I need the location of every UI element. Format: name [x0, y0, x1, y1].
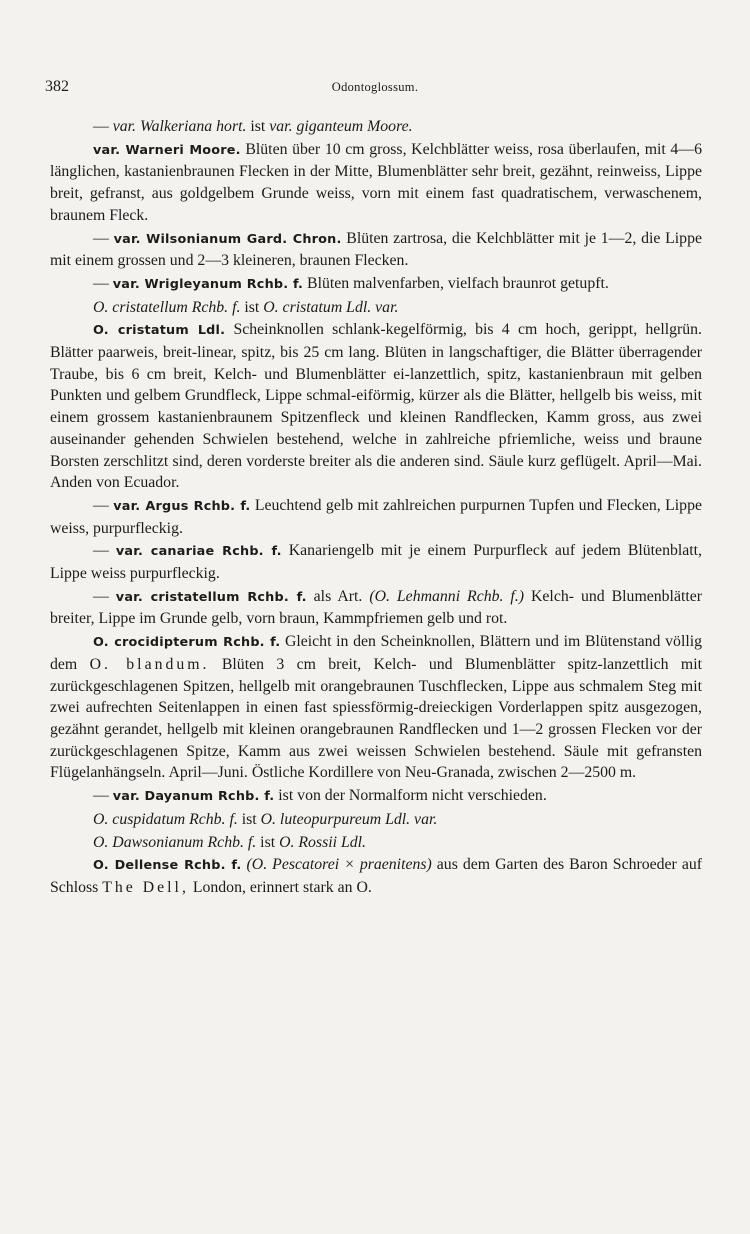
entry-text: Kelch- und Blumenblätter breiter, Lippe im Grunde gelb, vorn braun, Kammpfriemen gelb und rot. — [50, 587, 703, 628]
taxon-name: var. Walkeriana hort. — [112, 118, 247, 135]
entry-text: ist — [246, 118, 270, 135]
taxon-name: O. cristatum Ldl. var. — [263, 298, 399, 316]
taxon-name: (O. Lehmanni Rchb. f.) — [369, 587, 525, 605]
entry-text: O. blandum. — [89, 655, 210, 673]
entry-cristatum — [50, 319, 702, 494]
entry-canariae — [50, 540, 702, 584]
taxon-name: (O. Pescatorei × praenitens) — [246, 856, 432, 874]
entry-cristatellum — [50, 586, 702, 630]
taxon-name: O. luteopurpureum Ldl. var. — [260, 810, 438, 828]
entry-text: — — [93, 787, 113, 805]
entry-argus — [50, 495, 702, 539]
entry-text: aus dem Garten des Baron Schroeder auf Schloss — [50, 856, 703, 896]
entry-text: — — [93, 229, 114, 247]
taxon-name: O. Rossii Ldl. — [279, 833, 366, 851]
entry-wrigleyanum — [50, 273, 702, 296]
entry-text: — — [93, 587, 116, 605]
entry-heading: var. Wilsonianum Gard. Chron. — [113, 231, 342, 247]
running-title: Odontoglossum. — [331, 80, 419, 94]
page-body — [50, 116, 702, 900]
taxon-name: O. cuspidatum Rchb. f. — [93, 810, 238, 828]
entry-text: Blüten zartrosa, die Kelchblätter mit je 1—2, die Lippe mit einem grossen und 2—3 kleineren, braunen Flecken. — [50, 229, 702, 270]
entry-heading: O. Dellense Rchb. f. — [93, 858, 242, 874]
entry-text: Blüten über 10 cm gross, Kelchblätter weiss, rosa überlaufen, mit 4—6 länglichen, kastanienbraunen Flecken in der Mitte, Blumenblätter sehr breit, gezähnt, reinweiss, Lippe breit, gefranst, aus goldgelbem Grunde weiss, vorn mit einem fast quadratischem, verwaschenem, braunem Fleck. — [50, 140, 702, 224]
taxon-name: O. cristatellum Rchb. f. — [93, 298, 241, 316]
entry-heading: var. Warneri Moore. — [93, 142, 241, 158]
entry-text: Blüten malvenfarben, vielfach braunrot getupft. — [303, 274, 609, 292]
page-header — [45, 78, 705, 100]
entry-dayanum — [50, 785, 702, 808]
taxon-name: O. Dawsonianum Rchb. f. — [93, 833, 257, 851]
entry-heading: var. Argus Rchb. f. — [113, 498, 251, 514]
entry-text: — — [93, 542, 116, 560]
entry-dawsonianum — [50, 832, 702, 854]
entry-heading: O. crocidipterum Rchb. f. — [93, 635, 281, 651]
entry-heading: var. Dayanum Rchb. f. — [112, 789, 275, 805]
entry-text: — — [93, 496, 114, 514]
entry-text: Leuchtend gelb mit zahlreichen purpurnen Tupfen und Flecken, Lippe weiss, purpurfleckig. — [50, 496, 702, 537]
entry-heading: var. cristatellum Rchb. f. — [115, 589, 307, 605]
entry-wilsonianum — [50, 228, 702, 272]
entry-heading: O. cristatum Ldl. — [93, 323, 226, 339]
entry-text: The Dell, — [102, 878, 189, 896]
entry-warneri — [50, 139, 702, 227]
entry-cuspidatum — [50, 809, 702, 831]
entry-text: Blüten 3 cm breit, Kelch- und Blumenblätter spitz-lanzettlich mit zurückgeschlagenen Spitzen, hellgelb mit orangebraunen Tuschflecken, Lippe aus schmalem Steg mit zwei aufrechten Seitenlappen in einen fast spiessförmig-dreieckigen Vorderlappen spitz ausgezogen, gezähnt gerandet, hellgelb mit kleinen orangebraunen Randflecken und 1—2 grossen Flecken vor der zurückgeschlagenen Spitze, Kamm aus zwei weissen Schwielen bestehend. Säule mit gefransten Flügelanhängseln. April—Juni. Östliche Kordillere von Neu-Granada, zwischen 2—2500 m. — [50, 655, 702, 782]
entry-text: ist von der Normalform nicht verschieden. — [274, 787, 547, 805]
entry-text: London, erinnert stark an O. — [188, 878, 372, 896]
entry-text: ist — [237, 810, 261, 828]
page-number: 382 — [45, 78, 69, 95]
entry-text: als Art. — [306, 587, 370, 605]
entry-text: Gleicht in den Scheinknollen, Blättern und im Blütenstand völlig dem — [50, 633, 703, 673]
entry-text: — — [93, 118, 113, 135]
entry-text: Scheinknollen schlank-kegelförmig, bis 4 cm hoch, gerippt, hellgrün. Blätter paarweis, breit-linear, spitz, bis 25 cm lang. Blüten in langschaftiger, die Blätter überragender Traube, bis 6 cm breit, Kelch- und Blumenblätter ei-lanzettlich, spitz, kastanienbraun mit gelben Punkten und gelbem Grundfleck, Lippe schmal-eiförmig, kürzer als die Blätter, hellgelb bis weiss, mit einem grossem kastanienbraunem Spitzenfleck und kleinen Randflecken, Kamm gross, aus zwei auseinander gehenden Schwielen bestehend, welche in zahlreiche pfriemliche, weiss und braune Borsten zerschlitzt sind, deren vorderste breiter als die anderen sind. Säule kurz geflügelt. April—Mai. Anden von Ecuador. — [50, 321, 703, 492]
entry-heading: var. canariae Rchb. f. — [115, 544, 282, 560]
entry-text: — — [93, 274, 113, 292]
entry-crocidipterum — [50, 631, 702, 784]
entry-cristatellum-ref — [50, 297, 702, 319]
entry-text: Kanariengelb mit je einem Purpurfleck auf jedem Blütenblatt, Lippe weiss purpurfleckig. — [50, 542, 702, 583]
entry-dellense — [50, 854, 702, 898]
entry-heading: var. Wrigleyanum Rchb. f. — [112, 276, 304, 292]
entry-text: ist — [240, 298, 264, 316]
entry-text: ist — [256, 833, 280, 851]
entry-walkeriana — [50, 116, 702, 138]
taxon-name: var. giganteum Moore. — [269, 118, 413, 135]
